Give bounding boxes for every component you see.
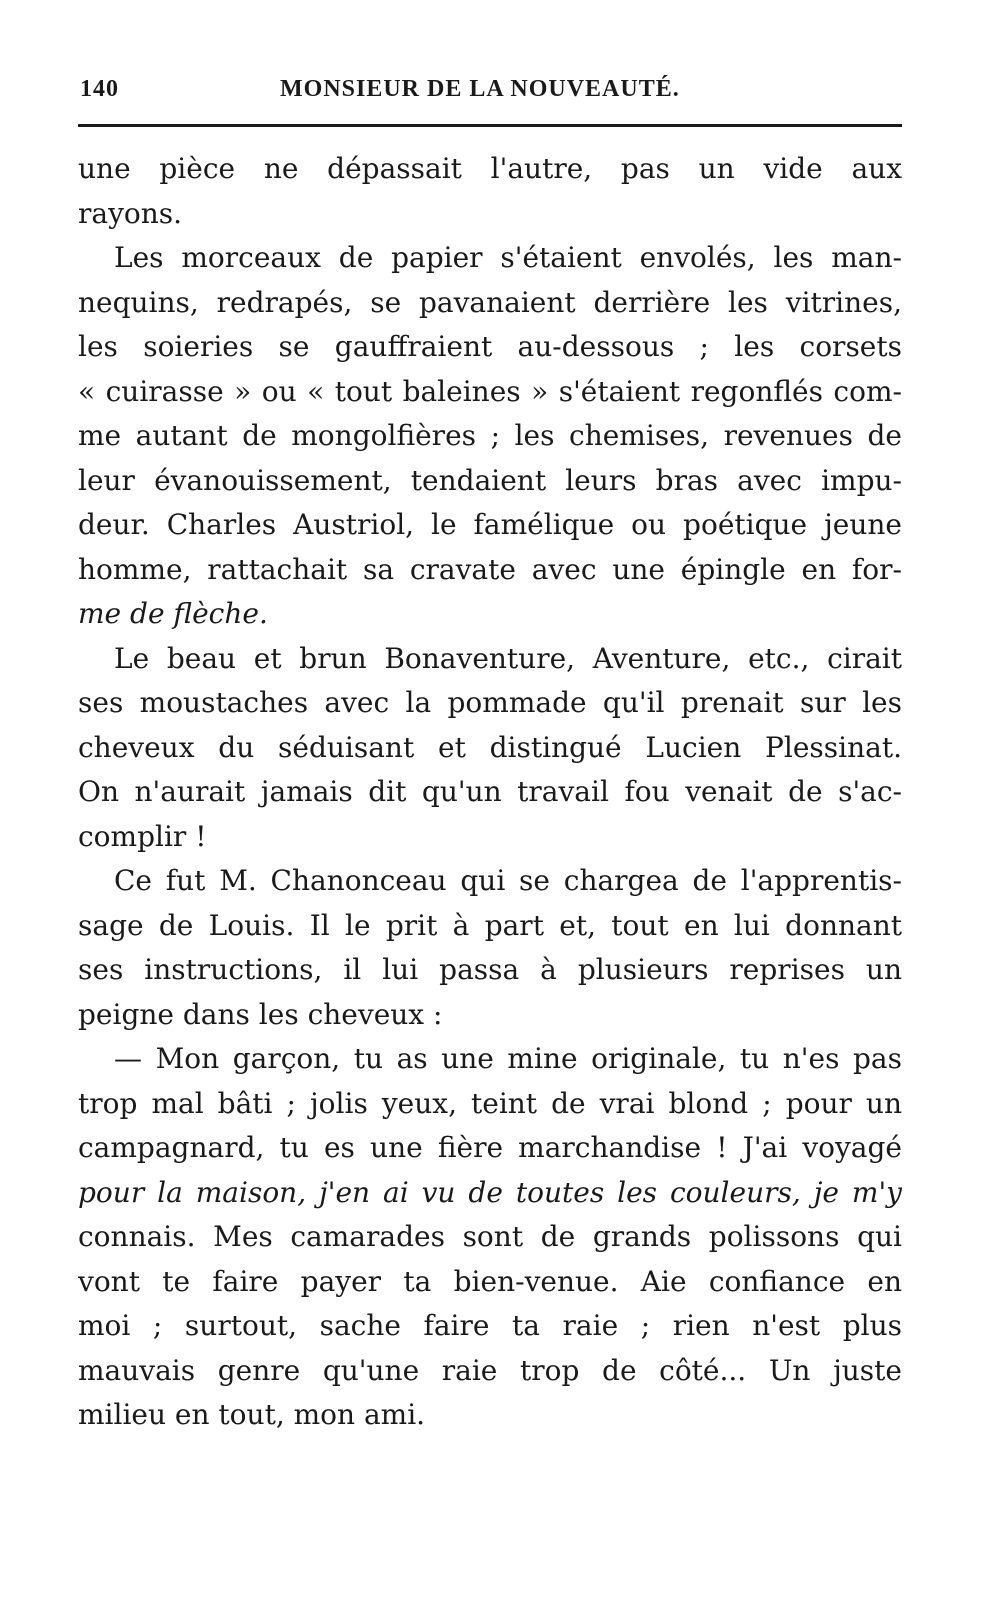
- text-line: « cuirasse » ou « tout baleines » s'étaient regonflés com-: [78, 374, 902, 408]
- page-number: 140: [80, 76, 119, 102]
- running-head: [80, 76, 900, 108]
- text-line: milieu en tout, mon ami.: [78, 1398, 426, 1431]
- text-line: sage de Louis. Il le prit à part et, tout en lui donnant: [78, 908, 902, 942]
- header-rule: [78, 124, 902, 127]
- text-line: vont te faire payer ta bien-venue. Aie confiance en: [78, 1264, 902, 1298]
- text-line: On n'aurait jamais dit qu'un travail fou venait de s'ac-: [78, 775, 902, 808]
- text-line: campagnard, tu es une fière marchandise ! J'ai voyagé: [78, 1131, 902, 1164]
- text-line: homme, rattachait sa cravate avec une épingle en for-: [78, 552, 902, 586]
- text-line: leur évanouissement, tendaient leurs bras avec impu-: [78, 463, 902, 497]
- text-line: une pièce ne dépassait l'autre, pas un vide aux: [78, 152, 902, 185]
- text-line: connais. Mes camarades sont de grands polissons qui: [78, 1220, 902, 1253]
- text-line: trop mal bâti ; jolis yeux, teint de vrai blond ; pour un: [78, 1086, 902, 1120]
- text-line: peigne dans les cheveux :: [78, 997, 443, 1031]
- text-line: mauvais genre qu'une raie trop de côté... Un juste: [78, 1353, 902, 1387]
- running-title: MONSIEUR DE LA NOUVEAUTÉ.: [280, 76, 680, 102]
- text-line: me autant de mongolfières ; les chemises, revenues de: [78, 419, 902, 452]
- text-line: ses instructions, il lui passa à plusieurs reprises un: [78, 953, 902, 986]
- text-line: cheveux du séduisant et distingué Lucien Plessinat.: [78, 730, 902, 764]
- text-line: moi ; surtout, sache faire ta raie ; rien n'est plus: [78, 1309, 902, 1342]
- text-line: Le beau et brun Bonaventure, Aventure, etc., cirait: [114, 641, 902, 675]
- text-line: pour la maison, j'en ai vu de toutes les couleurs, je m'y: [78, 1175, 902, 1209]
- text-line: Ce fut M. Chanonceau qui se chargea de l'apprentis-: [114, 864, 902, 897]
- text-line: ses moustaches avec la pommade qu'il prenait sur les: [78, 686, 902, 719]
- text-line: Les morceaux de papier s'étaient envolés, les man-: [114, 241, 902, 274]
- text-line: nequins, redrapés, se pavanaient derrière les vitrines,: [78, 285, 902, 319]
- text-line: me de flèche.: [78, 597, 268, 630]
- text-line: — Mon garçon, tu as une mine originale, tu n'es pas: [114, 1042, 902, 1075]
- body-text: [78, 147, 902, 1438]
- text-line: rayons.: [78, 196, 183, 230]
- text-line: les soieries se gauffraient au-dessous ; les corsets: [78, 330, 902, 363]
- text-line: deur. Charles Austriol, le famélique ou poétique jeune: [78, 508, 902, 541]
- text-line: complir !: [78, 819, 207, 853]
